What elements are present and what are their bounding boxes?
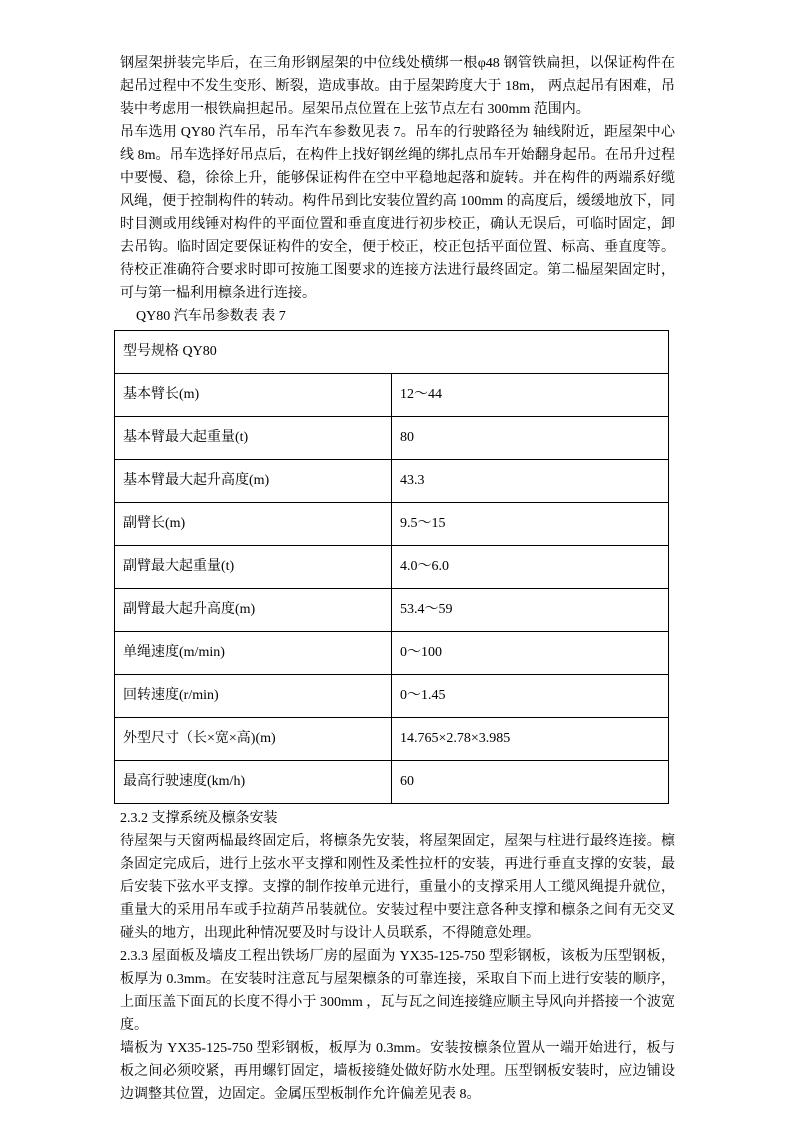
param-value-cell: 9.5～15 [392, 503, 669, 546]
param-value-cell: 4.0～6.0 [392, 546, 669, 589]
param-label-cell: 副臂最大起升高度(m) [115, 589, 392, 632]
paragraph-hoisting-prep: 钢屋架拼装完毕后，在三角形钢屋架的中位线处横绑一根φ48 钢管铁扁担，以保证构件在起吊过程中不发生变形、断裂，造成事故。由于屋架跨度大于 18m， 两点起吊有困难，吊装中考虑用一根铁扁担起吊。屋架吊点位置在上弦节点左右 300mm 范围内。 [120, 56, 675, 117]
param-label-cell: 外型尺寸（长×宽×高)(m) [115, 718, 392, 761]
section-heading-232: 2.3.2 支撑系统及檩条安装 [120, 811, 278, 826]
table-row [115, 503, 669, 546]
table-row [115, 460, 669, 503]
table-row [115, 632, 669, 675]
param-value-cell: 14.765×2.78×3.985 [392, 718, 669, 761]
table-row [115, 675, 669, 718]
paragraph-crane-operation: 吊车选用 QY80 汽车吊，吊车汽车参数见表 7。吊车的行驶路径为 轴线附近，距屋架中心线 8m。吊车选择好吊点后，在构件上找好钢丝绳的绑扎点吊车开始翻身起吊。在吊升过程中要慢、稳，徐徐上升，能够保证构件在空中平稳地起落和旋转。并在构件的两端系好缆风绳，便于控制构件的转动。构件吊到比安装位置约高 100mm 的高度后，缓缓地放下，同时目测或用线锤对构件的平面位置和垂直度进行初步校正，确认无误后，可临时固定，卸去吊钩。临时固定要保证构件的安全，便于校正，校正包括平面位置、标高、垂直度等。待校正准确符合要求时即可按施工图要求的连接方法进行最终固定。第二榀屋架固定时，可与第一榀利用檩条进行连接。 [120, 125, 675, 301]
table-row [115, 417, 669, 460]
param-value-cell: 60 [392, 761, 669, 804]
crane-parameters-table [114, 330, 669, 804]
table-header-cell: 型号规格 QY80 [115, 331, 669, 374]
table-row [115, 761, 669, 804]
table-row [115, 589, 669, 632]
param-label-cell: 单绳速度(m/min) [115, 632, 392, 675]
param-value-cell: 53.4～59 [392, 589, 669, 632]
table-caption: QY80 汽车吊参数表 表 7 [136, 309, 286, 324]
table-row [115, 374, 669, 417]
param-value-cell: 0～100 [392, 632, 669, 675]
param-label-cell: 基本臂最大起升高度(m) [115, 460, 392, 503]
param-label-cell: 基本臂最大起重量(t) [115, 417, 392, 460]
param-label-cell: 基本臂长(m) [115, 374, 392, 417]
param-value-cell: 43.3 [392, 460, 669, 503]
paragraph-bracing-purlins: 待屋架与天窗两榀最终固定后，将檩条先安装，将屋架固定，屋架与柱进行最终连接。檩条固定完成后，进行上弦水平支撑和刚性及柔性拉杆的安装，再进行垂直支撑的安装，最后安装下弦水平支撑。支撑的制作按单元进行，重量小的支撑采用人工缆风绳提升就位，重量大的采用吊车或手拉葫芦吊装就位。安装过程中要注意各种支撑和檩条之间有无交叉碰头的地方，出现此种情况要及时与设计人员联系，不得随意处理。 [120, 834, 675, 941]
param-value-cell: 12～44 [392, 374, 669, 417]
param-label-cell: 副臂长(m) [115, 503, 392, 546]
table-row [115, 718, 669, 761]
param-value-cell: 0～1.45 [392, 675, 669, 718]
param-label-cell: 最高行驶速度(km/h) [115, 761, 392, 804]
param-label-cell: 副臂最大起重量(t) [115, 546, 392, 589]
param-value-cell: 80 [392, 417, 669, 460]
paragraph-roof-panels: 2.3.3 屋面板及墙皮工程出铁场厂房的屋面为 YX35-125-750 型彩钢板，该板为压型钢板，板厚为 0.3mm。在安装时注意瓦与屋架檩条的可靠连接，采取自下而上进行安装的顺序，上面压盖下面瓦的长度不得小于 300mm ，瓦与瓦之间连接缝应顺主导风向并搭接一个波宽度。 [120, 949, 675, 1033]
table-row [115, 546, 669, 589]
table-header-row [115, 331, 669, 374]
param-label-cell: 回转速度(r/min) [115, 675, 392, 718]
paragraph-wall-panels: 墙板为 YX35-125-750 型彩钢板，板厚为 0.3mm。安装按檩条位置从一端开始进行，板与板之间必须咬紧，再用螺钉固定，墙板接缝处做好防水处理。压型钢板安装时，应边铺设边调整其位置，边固定。金属压型板制作允许偏差见表 8。 [120, 1041, 675, 1102]
